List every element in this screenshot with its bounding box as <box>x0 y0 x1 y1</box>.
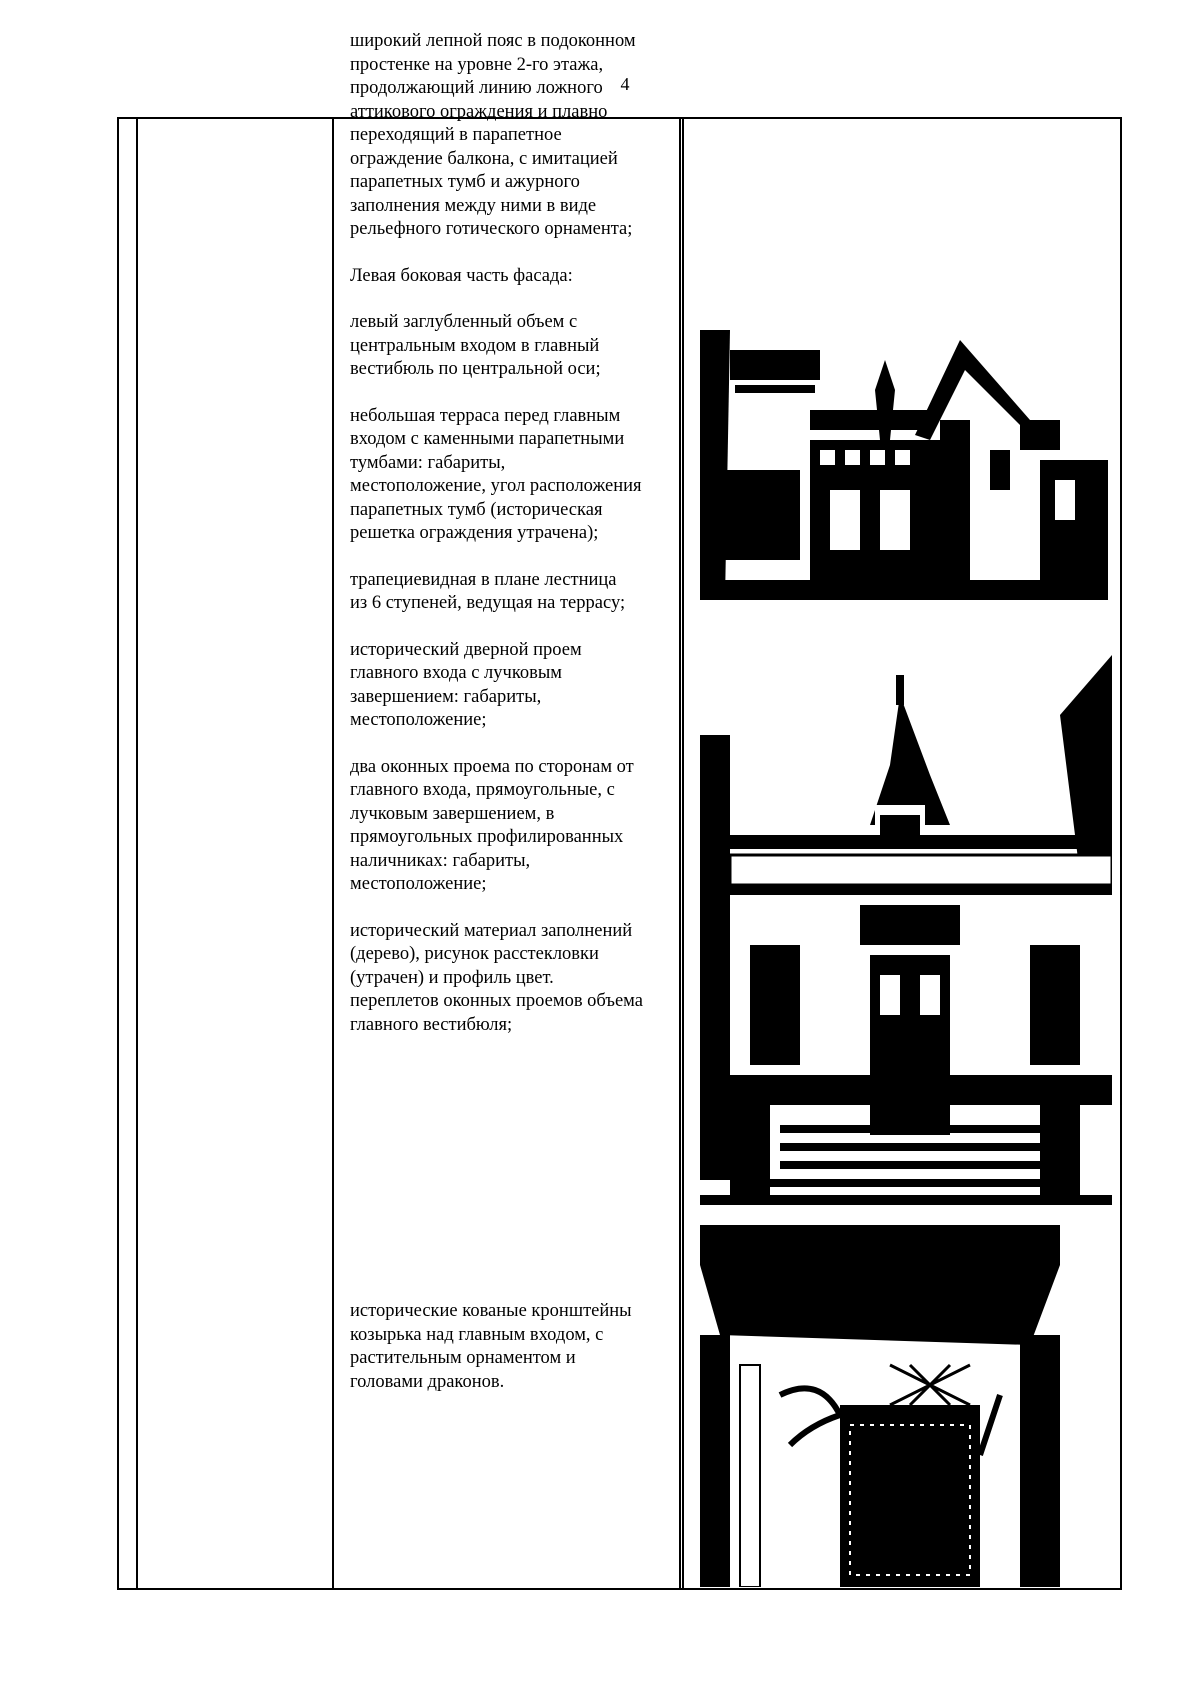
entrance-portal-photo <box>700 655 1112 1205</box>
description-column <box>350 30 695 1060</box>
paragraph-recessed-volume: левый заглубленный объем с центральным входом в главный вестибюль по центральной оси; <box>350 312 601 379</box>
column-divider-2 <box>332 119 334 1588</box>
paragraph-door-opening: исторический дверной проем главного входа с лучковым завершением: габариты, местоположение; <box>350 639 582 730</box>
building-facade-photo <box>700 330 1108 600</box>
paragraph-window-material: исторический материал заполнений (дерево), рисунок расстекловки (утрачен) и профиль цвет. переплетов оконных проемов объема главного вестибюля; <box>350 920 643 1035</box>
paragraph-window-openings: два оконных проема по сторонам от главного входа, прямоугольные, с лучковым завершением, в прямоугольных профилированных наличниках: габариты, местоположение; <box>350 756 634 894</box>
paragraph-staircase: трапециевидная в плане лестница из 6 ступеней, ведущая на террасу; <box>350 569 626 613</box>
paragraph-stucco-belt: широкий лепной пояс в подоконном простенке на уровне 2-го этажа, продолжающий линию ложного аттикового ограждения и плавно переходящий в парапетное ограждение балкона, с имитацией парапетных тумб и ажурного заполнения между ними в виде рельефного готического орнамента; <box>350 31 636 239</box>
entrance-canopy-photo <box>700 1225 1060 1587</box>
paragraph-forged-brackets: исторические кованые кронштейны козырька над главным входом, с растительным орнаментом и головами драконов. <box>350 1301 632 1392</box>
paragraph-terrace: небольшая терраса перед главным входом с каменными парапетными тумбами: габариты, местоположение, угол расположения парапетных тумб (историческая решетка ограждения утрачена); <box>350 405 642 543</box>
column-divider-1 <box>136 119 138 1588</box>
paragraph-left-side-heading: Левая боковая часть фасада: <box>350 265 573 286</box>
page-number: 4 <box>620 74 630 94</box>
